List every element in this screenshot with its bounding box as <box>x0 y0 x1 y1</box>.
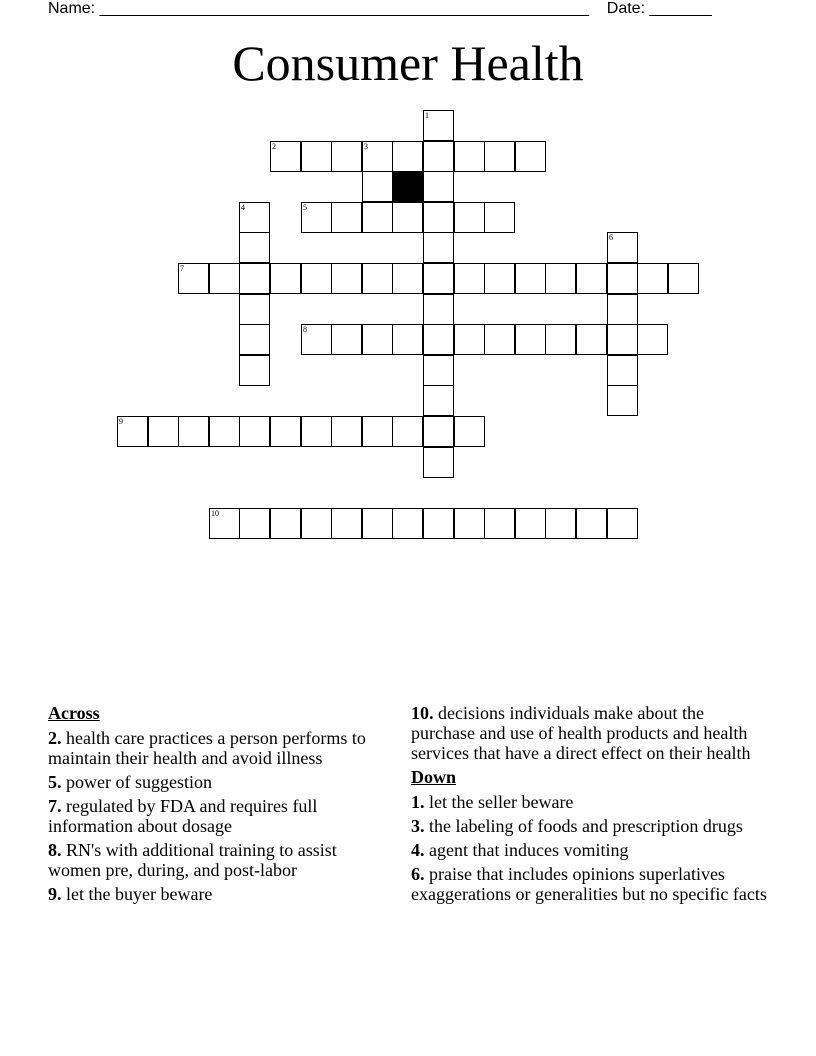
crossword-cell[interactable] <box>239 416 270 447</box>
crossword-cell[interactable] <box>392 508 423 539</box>
crossword-cell[interactable] <box>423 141 454 172</box>
crossword-cell[interactable] <box>515 324 546 355</box>
crossword-cell[interactable] <box>301 263 332 294</box>
cell-number: 5 <box>303 203 307 212</box>
crossword-cell[interactable] <box>454 508 485 539</box>
clue-across-5 <box>48 772 393 792</box>
crossword-cell[interactable] <box>209 263 240 294</box>
down-heading: Down <box>411 767 457 787</box>
crossword-cell[interactable] <box>423 385 454 416</box>
crossword-cell[interactable] <box>423 324 454 355</box>
crossword-cell[interactable] <box>209 416 240 447</box>
clue-across-10 <box>411 703 771 763</box>
crossword-cell[interactable] <box>637 263 668 294</box>
crossword-cell[interactable] <box>331 324 362 355</box>
crossword-cell[interactable] <box>454 416 485 447</box>
crossword-cell[interactable] <box>362 202 393 233</box>
cell-number: 6 <box>609 233 613 242</box>
crossword-cell[interactable] <box>607 508 638 539</box>
crossword-cell[interactable] <box>239 508 270 539</box>
crossword-cell[interactable] <box>668 263 699 294</box>
crossword-cell[interactable] <box>209 508 240 539</box>
crossword-cell[interactable] <box>178 416 209 447</box>
crossword-cell[interactable] <box>607 294 638 325</box>
crossword-cell[interactable] <box>576 263 607 294</box>
crossword-cell[interactable] <box>301 416 332 447</box>
crossword-cell[interactable] <box>331 202 362 233</box>
page-title: Consumer Health <box>232 35 584 91</box>
crossword-cell[interactable] <box>331 416 362 447</box>
crossword-cell[interactable] <box>484 141 515 172</box>
clue-text: agent that induces vomiting <box>429 840 629 860</box>
crossword-cell[interactable] <box>423 447 454 478</box>
crossword-cell[interactable] <box>423 171 454 202</box>
date-label: Date: <box>606 0 646 17</box>
crossword-cell[interactable] <box>545 324 576 355</box>
crossword-cell[interactable] <box>484 263 515 294</box>
cell-number: 4 <box>241 203 245 212</box>
crossword-cell[interactable] <box>484 202 515 233</box>
cell-number: 7 <box>180 264 184 273</box>
clue-across-7 <box>48 796 393 836</box>
crossword-cell[interactable] <box>117 416 148 447</box>
crossword-cell[interactable] <box>545 263 576 294</box>
crossword-cell[interactable] <box>301 141 332 172</box>
crossword-cell[interactable] <box>423 263 454 294</box>
clue-text: regulated by FDA and requires full information about dosage <box>48 796 318 836</box>
crossword-cell[interactable] <box>423 110 454 141</box>
clues-column-left <box>48 703 393 908</box>
crossword-cell[interactable] <box>362 508 393 539</box>
clue-down-4 <box>411 840 771 860</box>
cell-number: 9 <box>119 417 123 426</box>
crossword-cell[interactable] <box>331 141 362 172</box>
crossword-cell[interactable] <box>239 263 270 294</box>
cell-number: 2 <box>272 142 276 151</box>
name-field[interactable]: _______________________________________________________ <box>99 0 589 17</box>
cell-number: 8 <box>303 325 307 334</box>
crossword-cell[interactable] <box>392 324 423 355</box>
crossword-cell[interactable] <box>454 263 485 294</box>
crossword-cell[interactable] <box>239 355 270 386</box>
crossword-cell[interactable] <box>331 263 362 294</box>
crossword-cell[interactable] <box>607 324 638 355</box>
clue-text: praise that includes opinions superlatives exaggerations or generalities but no specific facts <box>411 864 767 904</box>
crossword-cell[interactable] <box>423 416 454 447</box>
clue-text: decisions individuals make about the purchase and use of health products and health services that have a direct effect on their health <box>411 703 751 763</box>
clue-text: health care practices a person performs to maintain their health and avoid illness <box>48 728 366 768</box>
crossword-cell[interactable] <box>362 263 393 294</box>
clue-across-8 <box>48 840 393 880</box>
crossword-cell[interactable] <box>362 324 393 355</box>
clue-number: 1. <box>411 792 425 812</box>
name-label: Name: <box>48 0 96 17</box>
clues-column-right <box>411 703 771 908</box>
crossword-cell[interactable] <box>148 416 179 447</box>
crossword-cell[interactable] <box>576 508 607 539</box>
clue-text: the labeling of foods and prescription drugs <box>429 816 743 836</box>
clue-number: 7. <box>48 796 62 816</box>
cell-number: 3 <box>364 142 368 151</box>
clue-number: 5. <box>48 772 62 792</box>
clue-number: 6. <box>411 864 425 884</box>
clue-across-9 <box>48 884 393 904</box>
crossword-cell[interactable] <box>301 202 332 233</box>
clue-number: 9. <box>48 884 62 904</box>
crossword-cell[interactable] <box>454 141 485 172</box>
crossword-cell[interactable] <box>301 324 332 355</box>
crossword-cell[interactable] <box>576 324 607 355</box>
crossword-cell[interactable] <box>607 355 638 386</box>
crossword-cell[interactable] <box>515 508 546 539</box>
crossword-cell[interactable] <box>301 508 332 539</box>
cell-number: 10 <box>211 509 219 518</box>
crossword-cell[interactable] <box>392 202 423 233</box>
crossword-cell[interactable] <box>515 141 546 172</box>
crossword-cell[interactable] <box>392 141 423 172</box>
date-field[interactable]: _______ <box>649 0 712 17</box>
clue-text: power of suggestion <box>66 772 212 792</box>
crossword-cell[interactable] <box>392 416 423 447</box>
crossword-cell[interactable] <box>270 263 301 294</box>
crossword-cell[interactable] <box>607 263 638 294</box>
crossword-cell[interactable] <box>239 232 270 263</box>
crossword-cell[interactable] <box>454 202 485 233</box>
cell-number: 1 <box>425 111 429 120</box>
crossword-cell[interactable] <box>362 416 393 447</box>
crossword-cell[interactable] <box>423 202 454 233</box>
clue-text: RN's with additional training to assist women pre, during, and post-labor <box>48 840 337 880</box>
crossword-cell[interactable] <box>423 232 454 263</box>
crossword-cell[interactable] <box>484 324 515 355</box>
crossword-cell[interactable] <box>545 508 576 539</box>
crossword-cell[interactable] <box>362 171 393 202</box>
crossword-cell[interactable] <box>270 508 301 539</box>
crossword-cell[interactable] <box>331 508 362 539</box>
crossword-cell[interactable] <box>423 294 454 325</box>
clue-down-3 <box>411 816 771 836</box>
clue-number: 3. <box>411 816 425 836</box>
crossword-cell[interactable] <box>239 202 270 233</box>
crossword-cell[interactable] <box>423 355 454 386</box>
across-heading: Across <box>48 703 100 723</box>
clue-down-1 <box>411 792 771 812</box>
crossword-cell[interactable] <box>392 263 423 294</box>
crossword-cell[interactable] <box>637 324 668 355</box>
clue-text: let the seller beware <box>429 792 574 812</box>
crossword-cell[interactable] <box>607 232 638 263</box>
clue-number: 8. <box>48 840 62 860</box>
clue-down-6 <box>411 864 771 904</box>
crossword-cell[interactable] <box>270 141 301 172</box>
crossword-cell[interactable] <box>270 416 301 447</box>
crossword-cell[interactable] <box>515 263 546 294</box>
crossword-cell[interactable] <box>423 508 454 539</box>
clue-number: 2. <box>48 728 62 748</box>
clue-number: 4. <box>411 840 425 860</box>
crossword-block-cell <box>392 171 423 202</box>
clue-number: 10. <box>411 703 434 723</box>
crossword-cell[interactable] <box>362 141 393 172</box>
crossword-cell[interactable] <box>607 385 638 416</box>
crossword-cell[interactable] <box>239 324 270 355</box>
crossword-cell[interactable] <box>239 294 270 325</box>
crossword-cell[interactable] <box>178 263 209 294</box>
clue-across-2 <box>48 728 393 768</box>
clue-text: let the buyer beware <box>66 884 213 904</box>
crossword-cell[interactable] <box>454 324 485 355</box>
crossword-cell[interactable] <box>484 508 515 539</box>
